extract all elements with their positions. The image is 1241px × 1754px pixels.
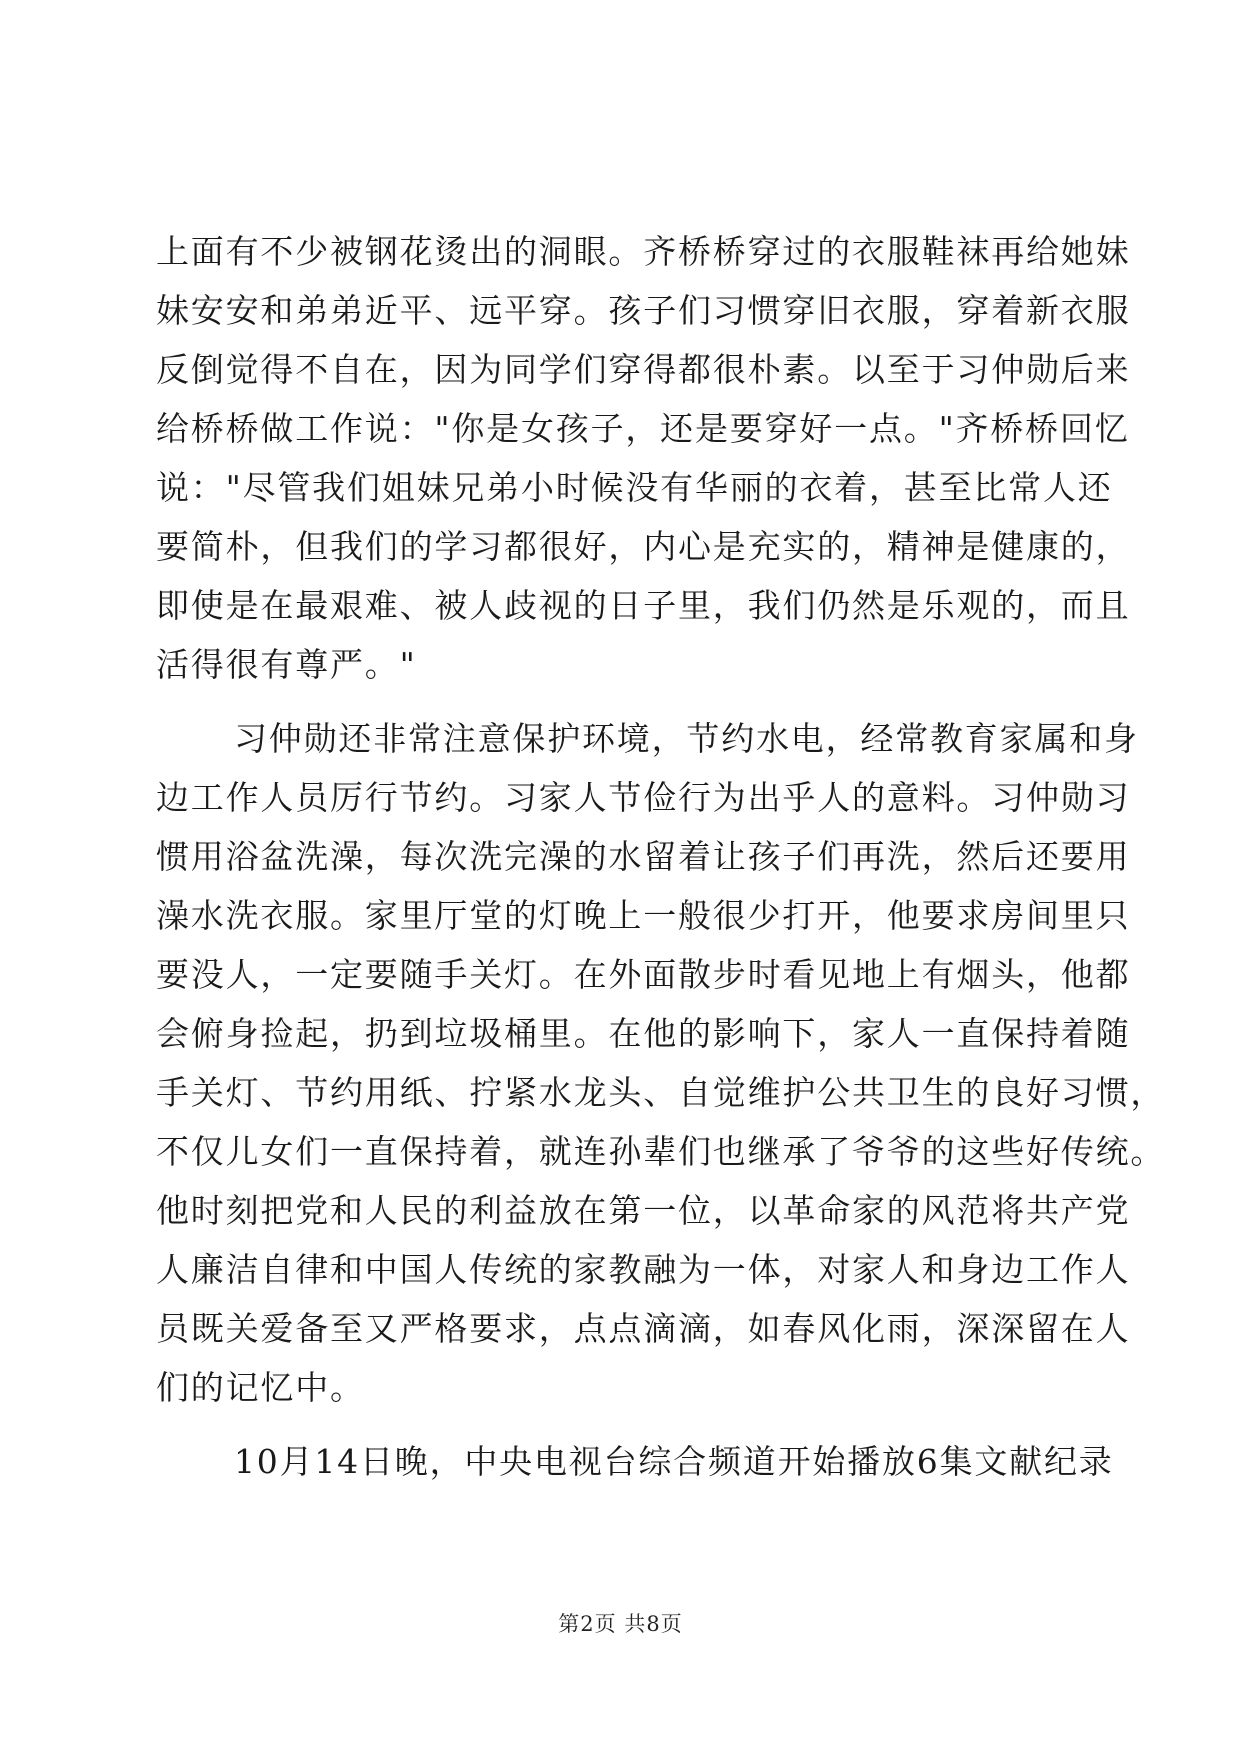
paragraph-3 [156,1432,1114,1491]
text-line: 不仅儿女们一直保持着，就连孙辈们也继承了爷爷的这些好传统。 [156,1132,1166,1171]
text-line: 要没人，一定要随手关灯。在外面散步时看见地上有烟头，他都 [156,955,1131,994]
text-line: 人廉洁自律和中国人传统的家教融为一体，对家人和身边工作人 [156,1250,1131,1289]
text-line: 习仲勋还非常注意保护环境，节约水电，经常教育家属和身 [234,719,1139,758]
text-line: 活得很有尊严。" [156,645,417,684]
paragraph-spacer [156,1417,1086,1432]
text-line: 员既关爱备至又严格要求，点点滴滴，如春风化雨，深深留在人 [156,1309,1131,1348]
text-line: 惯用浴盆洗澡，每次洗完澡的水留着让孩子们再洗，然后还要用 [156,837,1131,876]
text-line: 给桥桥做工作说："你是女孩子，还是要穿好一点。"齐桥桥回忆 [156,409,1130,448]
text-line: 10月14日晚，中央电视台综合频道开始播放6集文献纪录 [234,1442,1114,1481]
text-line: 边工作人员厉行节约。习家人节俭行为出乎人的意料。习仲勋习 [156,778,1131,817]
text-line: 澡水洗衣服。家里厅堂的灯晚上一般很少打开，他要求房间里只 [156,896,1131,935]
text-line: 手关灯、节约用纸、拧紧水龙头、自觉维护公共卫生的良好习惯， [156,1073,1166,1112]
page-number-footer: 第2页 共8页 [558,1612,683,1636]
text-line: 上面有不少被钢花烫出的洞眼。齐桥桥穿过的衣服鞋袜再给她妹 [156,232,1131,271]
paragraph-spacer [156,694,1086,709]
document-body [156,222,1166,1491]
text-line: 要简朴，但我们的学习都很好，内心是充实的，精神是健康的， [156,527,1131,566]
text-line: 们的记忆中。 [156,1368,365,1407]
text-line: 即使是在最艰难、被人歧视的日子里，我们仍然是乐观的，而且 [156,586,1131,625]
text-line: 他时刻把党和人民的利益放在第一位，以革命家的风范将共产党 [156,1191,1131,1230]
text-line: 妹安安和弟弟近平、远平穿。孩子们习惯穿旧衣服，穿着新衣服 [156,291,1131,330]
text-line: 会俯身捡起，扔到垃圾桶里。在他的影响下，家人一直保持着随 [156,1014,1131,1053]
paragraph-1 [156,222,1131,694]
text-line: 反倒觉得不自在，因为同学们穿得都很朴素。以至于习仲勋后来 [156,350,1131,389]
paragraph-2 [156,709,1166,1417]
text-line: 说："尽管我们姐妹兄弟小时候没有华丽的衣着，甚至比常人还 [156,468,1113,507]
